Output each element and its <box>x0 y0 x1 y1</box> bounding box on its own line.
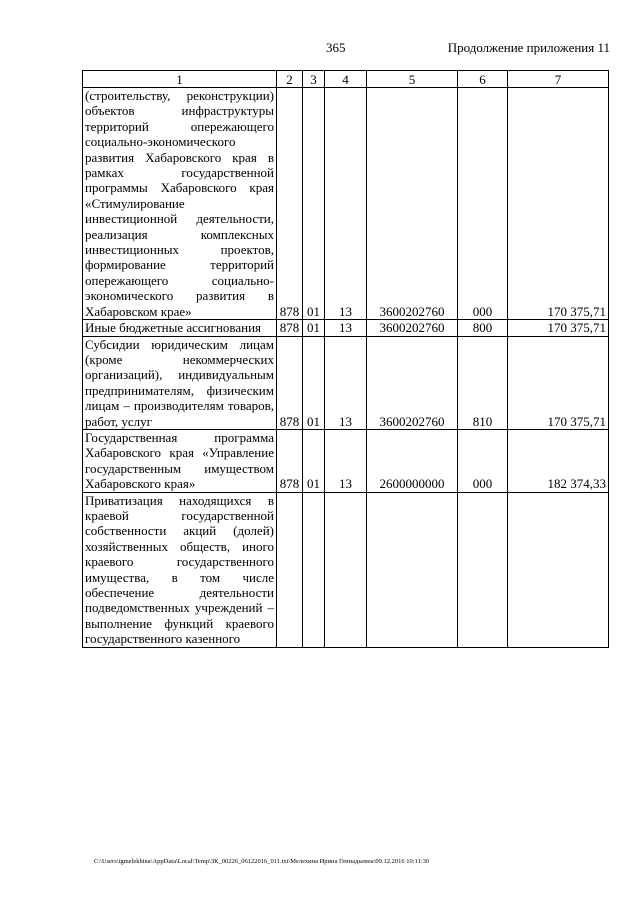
cell-target-article <box>367 492 458 647</box>
row-name: Приватизация находящихся в краевой государственной собственности акций (долей) хозяйственных обществ, иного краевого государственного имущества, в том числе обеспечение деятельности подведомственных учреждений – выполнение функций краевого государственного казенного <box>83 492 277 647</box>
cell-section: 01 <box>303 429 325 492</box>
cell-amount: 170 375,71 <box>508 320 609 336</box>
document-path-footer: C:\Users\igmelekhina\AppData\Local\Temp\ЗК_00226_06122016_011.txt\Мелехина Ирина Геннадьевна\09.12.2016 10:11:30 <box>94 858 430 865</box>
cell-expense-type: 800 <box>458 320 508 336</box>
cell-target-article: 2600000000 <box>367 429 458 492</box>
cell-amount: 170 375,71 <box>508 88 609 320</box>
cell-admin-code: 878 <box>277 88 303 320</box>
cell-subsection: 13 <box>325 88 367 320</box>
column-header: 2 <box>277 71 303 88</box>
cell-subsection: 13 <box>325 320 367 336</box>
cell-expense-type: 000 <box>458 88 508 320</box>
cell-target-article: 3600202760 <box>367 88 458 320</box>
cell-admin-code <box>277 492 303 647</box>
cell-target-article: 3600202760 <box>367 320 458 336</box>
cell-expense-type: 000 <box>458 429 508 492</box>
cell-expense-type: 810 <box>458 336 508 429</box>
cell-target-article: 3600202760 <box>367 336 458 429</box>
cell-section <box>303 492 325 647</box>
cell-admin-code: 878 <box>277 336 303 429</box>
cell-section: 01 <box>303 320 325 336</box>
cell-admin-code: 878 <box>277 429 303 492</box>
row-name: Субсидии юридическим лицам (кроме некоммерческих организаций), индивидуальным предпринимателям, физическим лицам – производителям товаров, работ, услуг <box>83 336 277 429</box>
row-name: Иные бюджетные ассигнования <box>83 320 277 336</box>
row-name: Государственная программа Хабаровского края «Управление государственным имуществом Хабаровского края» <box>83 429 277 492</box>
page-number: 365 <box>326 40 346 55</box>
cell-section: 01 <box>303 88 325 320</box>
table-row <box>83 336 609 429</box>
budget-table <box>82 70 609 648</box>
cell-subsection <box>325 492 367 647</box>
column-header: 6 <box>458 71 508 88</box>
cell-section: 01 <box>303 336 325 429</box>
cell-expense-type <box>458 492 508 647</box>
row-name: (строительству, реконструкции) объектов инфраструктуры территорий опережающего социально-экономического развития Хабаровского края в рамках государственной программы Хабаровского края «Стимулирование инвестиционной деятельности, реализация комплексных инвестиционных проектов, формирование территорий опережающего социально-экономического развития в Хабаровском крае» <box>83 88 277 320</box>
cell-amount: 182 374,33 <box>508 429 609 492</box>
cell-amount <box>508 492 609 647</box>
table-row <box>83 88 609 320</box>
column-header: 7 <box>508 71 609 88</box>
table-row <box>83 320 609 336</box>
table-header-row <box>83 71 609 88</box>
page-caption: Продолжение приложения 11 <box>447 40 610 55</box>
cell-amount: 170 375,71 <box>508 336 609 429</box>
cell-subsection: 13 <box>325 336 367 429</box>
column-header: 4 <box>325 71 367 88</box>
column-header: 1 <box>83 71 277 88</box>
table-row <box>83 429 609 492</box>
column-header: 3 <box>303 71 325 88</box>
cell-subsection: 13 <box>325 429 367 492</box>
table-row <box>83 492 609 647</box>
cell-admin-code: 878 <box>277 320 303 336</box>
column-header: 5 <box>367 71 458 88</box>
